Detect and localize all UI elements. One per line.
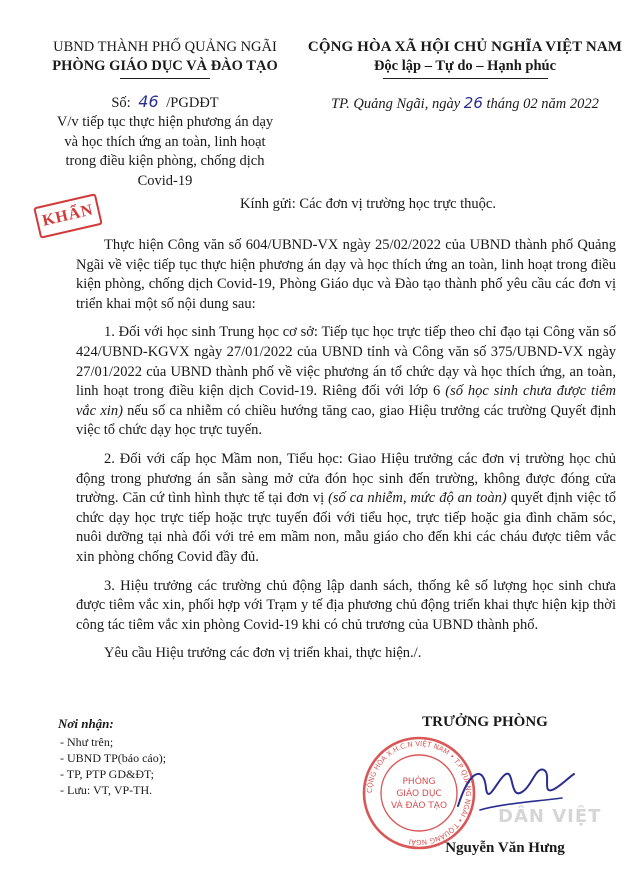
item-2-note: (số ca nhiễm, mức độ an toàn): [328, 490, 507, 507]
item-2-paragraph: [76, 450, 616, 568]
document-body: [76, 236, 616, 673]
intro-paragraph: Thực hiện Công văn số 604/UBND-VX ngày 25/02/2022 của UBND thành phố Quảng Ngãi về việc tiếp tục thực hiện phương án dạy và học thích ứng an toàn, linh hoạt trong điều kiện phòng, chống dịch Covid-19, Phòng Giáo dục và Đào tạo thành phố yêu cầu các đơn vị triển khai một số nội dung sau:: [76, 237, 616, 312]
seal-ring-text: CỘNG HÒA X.H.C.N VIỆT NAM • T.P QUẢNG NGÃI • T.QUẢNG NGÃI: [365, 739, 473, 847]
signer-name: Nguyễn Văn Hưng: [445, 840, 565, 856]
motto-underline: [383, 78, 548, 79]
recipients-title: Nơi nhận:: [58, 716, 114, 731]
subject-line: và học thích ứng an toàn, linh hoạt: [64, 133, 266, 150]
recipient-item: - TP, PTP GD&ĐT;: [60, 767, 155, 781]
national-header: [300, 38, 630, 79]
date-prefix: TP. Quảng Ngãi, ngày: [331, 96, 461, 112]
national-motto: Độc lập – Tự do – Hạnh phúc: [373, 58, 557, 74]
issuing-agency: [40, 38, 290, 79]
doc-number-suffix: /PGDĐT: [166, 95, 219, 111]
item-1-paragraph: [76, 323, 616, 441]
agency-underline: [120, 78, 210, 79]
seal-center-line: GIÁO DỤC: [396, 789, 442, 799]
item-1-note: (số học sinh chưa được tiêm vắc xin): [76, 383, 617, 419]
closing-paragraph: Yêu cầu Hiệu trưởng các đơn vị triển khai, thực hiện./.: [104, 645, 422, 662]
doc-number-prefix: Số:: [111, 95, 131, 111]
subject-line: V/v tiếp tục thực hiện phương án dạy: [56, 114, 274, 130]
item-2-text-cont: quyết định việc tổ chức dạy học trực tiếp hoặc trực tuyến đối với tiểu học, trực tiếp hoặc gia đình chăm sóc, nuôi dưỡng tại nhà đối với trẻ em mầm non, mẫu giáo cho đến khi các cháu được tiêm vắc xin phòng chống Covid đầy đủ.: [76, 490, 617, 565]
item-3-paragraph: 3. Hiệu trưởng các trường chủ động lập danh sách, thống kê số lượng học sinh chưa được tiêm vắc xin, phối hợp với Trạm y tế địa phương chủ động triển khai thực hiện kịp thời công tác tiêm vắc xin phòng Covid-19 khi có chủ trương của UBND thành phố.: [76, 577, 616, 633]
item-1-text-cont: nếu số ca nhiễm có chiều hướng tăng cao, giao Hiệu trưởng các trường Quyết định việc tổ chức dạy học trực tuyến.: [76, 402, 617, 439]
subject-line: trong điều kiện phòng, chống dịch: [65, 153, 265, 169]
agency-name: PHÒNG GIÁO DỤC VÀ ĐÀO TẠO: [52, 58, 278, 74]
document-number: [40, 92, 290, 113]
seal-center-line: VÀ ĐÀO TẠO: [390, 801, 448, 811]
date-suffix: tháng 02 năm 2022: [486, 96, 599, 112]
subject-line: Covid-19: [137, 172, 193, 189]
item-1-text: 1. Đối với học sinh Trung học cơ sở: Tiếp tục học trực tiếp theo chỉ đạo tại Công văn số 424/UBND-KGVX ngày 27/01/2022 của UBND tỉnh và Công văn số 375/UBND-VX ngày 27/01/2022 của UBND thành phố về việc phương án tổ chức dạy và học thích ứng, an toàn, linh hoạt trong điều kiện dịch Covid-19. Riêng đối với lớp 6: [76, 324, 616, 400]
recipients-block: [58, 716, 166, 798]
recipient-item: - Lưu: VT, VP-TH.: [60, 783, 153, 797]
date-day-handwritten: 26: [463, 94, 483, 112]
doc-number-handwritten: 46: [138, 92, 159, 111]
item-2-text: 2. Đối với cấp học Mầm non, Tiểu học: Giao Hiệu trưởng các đơn vị trường học chủ động trong phương án sẵn sàng mở cửa đón học sinh đến trường, không được đóng cửa trường. Căn cứ tình hình thực tế tại đơn vị: [76, 450, 616, 507]
signer-title: TRƯỞNG PHÒNG: [422, 714, 548, 730]
document-subject: [40, 113, 290, 191]
recipient-item: - UBND TP(báo cáo);: [60, 751, 167, 765]
salutation: Kính gửi: Các đơn vị trường học trực thuộc.: [240, 196, 496, 212]
urgent-stamp: KHẨN: [33, 193, 103, 239]
document-date: [300, 94, 630, 113]
seal-center-line: PHÒNG: [402, 777, 436, 787]
nation-title: CỘNG HÒA XÃ HỘI CHỦ NGHĨA VIỆT NAM: [307, 39, 623, 55]
agency-parent: UBND THÀNH PHỐ QUẢNG NGÃI: [53, 39, 277, 55]
recipient-item: - Như trên;: [60, 735, 114, 749]
watermark-text: DÂN VIỆT: [498, 806, 602, 827]
